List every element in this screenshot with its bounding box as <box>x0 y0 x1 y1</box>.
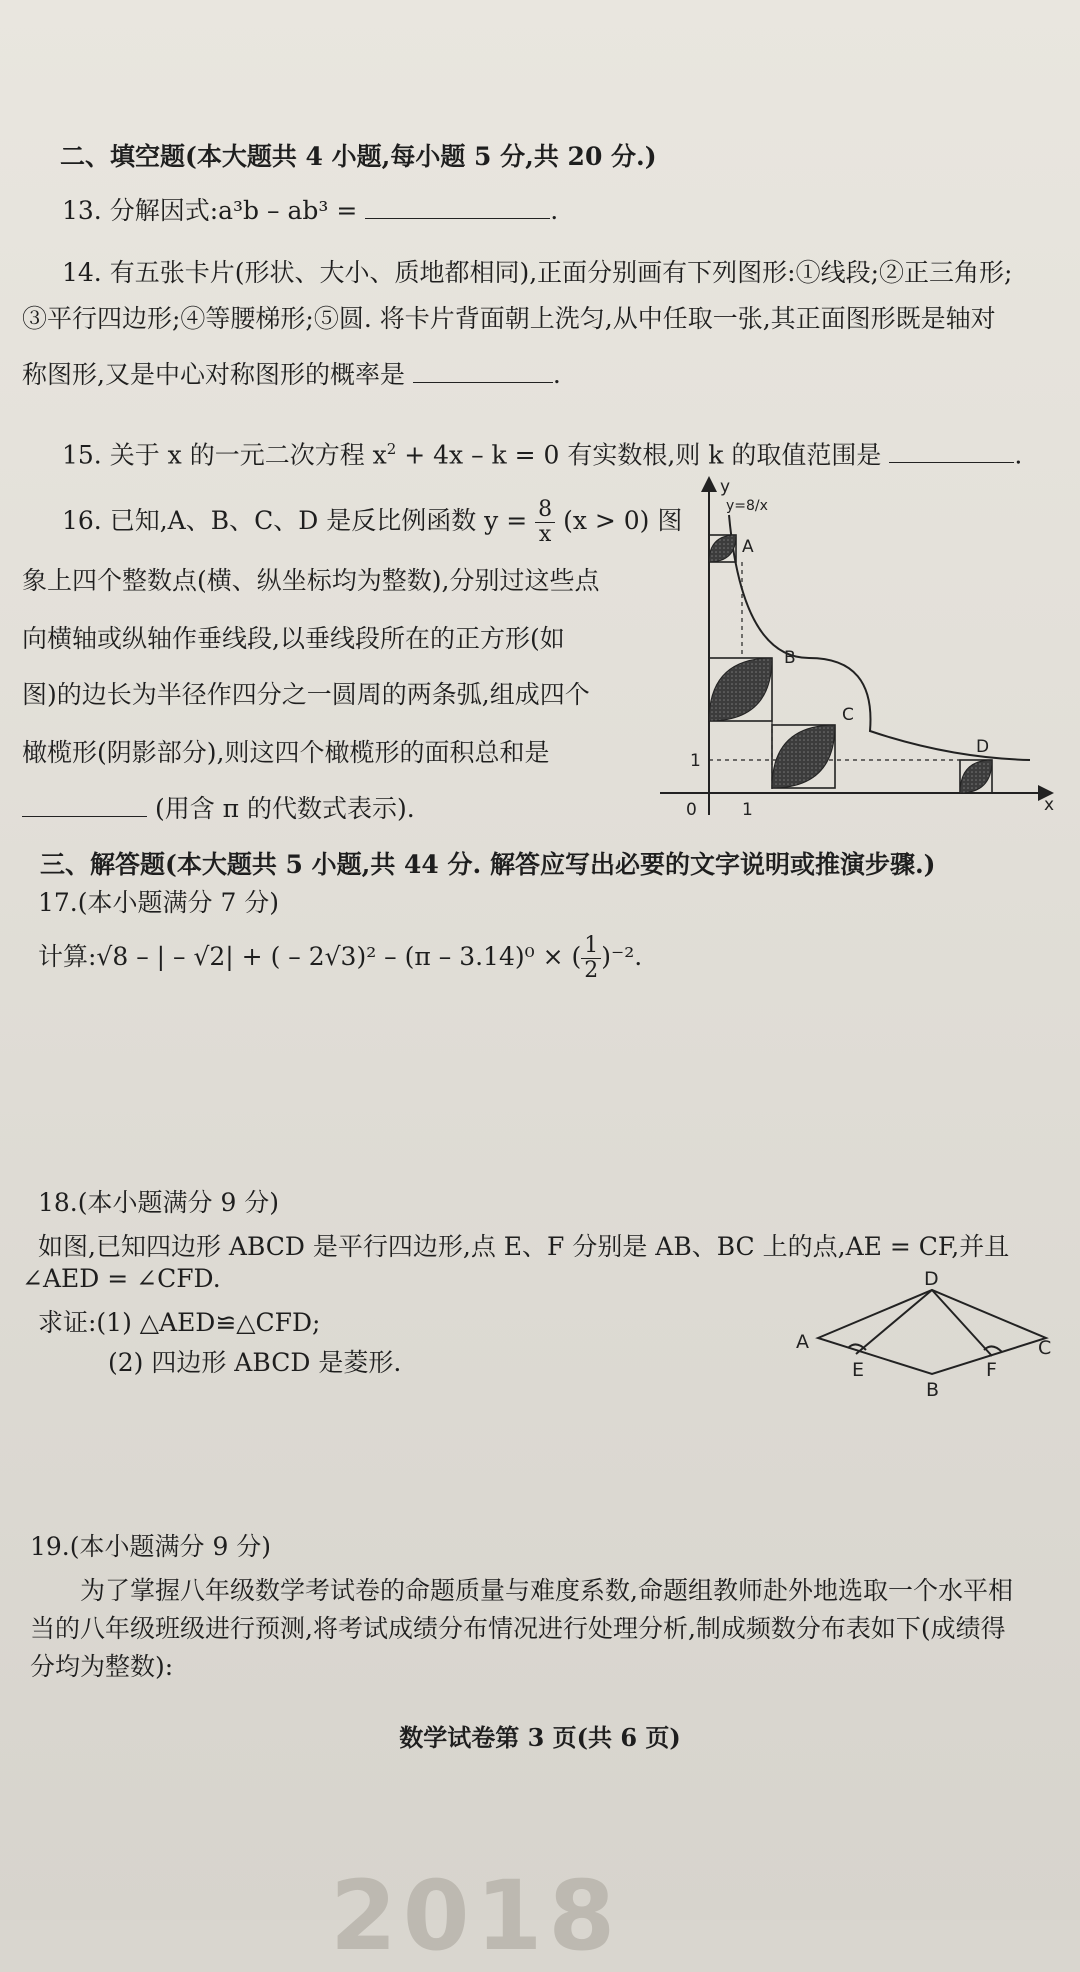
point-a: A <box>796 1331 809 1353</box>
q14-line2: ③平行四边形;④等腰梯形;⑤圆. 将卡片背面朝上洗匀,从中任取一张,其正面图形既是轴对 <box>22 304 996 333</box>
y-tick-label: 1 <box>690 751 701 771</box>
q13-answer-blank <box>365 194 550 219</box>
q15-answer-blank <box>889 438 1014 463</box>
q18-title: 18.(本小题满分 9 分) <box>38 1188 280 1217</box>
q17-fraction: $\frac{1}{2}$ <box>581 934 601 983</box>
q16-answer-blank <box>22 792 147 817</box>
q18-line1: 如图,已知四边形 ABCD 是平行四边形,点 E、F 分别是 AB、BC 上的点,AE = CF,并且 <box>38 1232 1010 1261</box>
x-axis-label: x <box>1044 795 1055 815</box>
q18-line2: ∠AED = ∠CFD. <box>22 1264 221 1293</box>
q17-calc-b: )⁻². <box>601 942 643 971</box>
q14-line1: 14. 有五张卡片(形状、大小、质地都相同),正面分别画有下列图形:①线段;②正三角形; <box>62 258 1013 287</box>
olive-b <box>709 658 772 721</box>
point-e: E <box>852 1359 865 1381</box>
q17-calc-a: 计算:√8 – | – √2| + ( – 2√3)² – (π – 3.14)⁰ × ( <box>38 942 582 971</box>
point-label-c: C <box>842 705 854 725</box>
point-label-d: D <box>976 737 990 757</box>
q19-line3: 分均为整数): <box>30 1652 174 1681</box>
point-label-b: B <box>784 648 796 668</box>
q17-calc <box>38 934 1058 983</box>
q14-line3-row: 称图形,又是中心对称图形的概率是 . <box>22 360 561 389</box>
q16-line4: 图)的边长为半径作四分之一圆周的两条弧,组成四个 <box>22 680 590 709</box>
q13-text: 13. 分解因式:a³b – ab³ = <box>62 196 358 225</box>
q16-fraction: $\frac{8}{x}$ <box>535 498 555 547</box>
point-d: D <box>924 1268 939 1290</box>
q16-figure <box>650 470 1060 830</box>
q19-line1: 为了掌握八年级数学考试卷的命题质量与难度系数,命题组教师赴外地选取一个水平相 <box>80 1576 1013 1605</box>
watermark: 2018 <box>330 1860 622 1972</box>
q19-line2: 当的八年级班级进行预测,将考试成绩分布情况进行处理分析,制成频数分布表如下(成绩得 <box>30 1614 1006 1643</box>
origin-label: 0 <box>686 800 697 820</box>
point-b: B <box>926 1379 940 1398</box>
q15-text-b: + 4x – k = 0 有实数根,则 k 的取值范围是 <box>396 440 882 470</box>
q18-line4: (2) 四边形 ABCD 是菱形. <box>108 1348 402 1377</box>
q17-title: 17.(本小题满分 7 分) <box>38 888 280 917</box>
q15-text-a: 15. 关于 x 的一元二次方程 x <box>62 440 387 470</box>
hyperbola-curve <box>729 515 1030 760</box>
q16-text-a: 16. 已知,A、B、C、D 是反比例函数 y = <box>62 506 528 535</box>
section2-heading: 二、填空题(本大题共 4 小题,每小题 5 分,共 20 分.) <box>60 142 657 171</box>
y-axis-label: y <box>720 477 731 497</box>
q19-title: 19.(本小题满分 9 分) <box>30 1532 272 1561</box>
point-f: F <box>986 1359 997 1381</box>
q15-line: 15. 关于 x 的一元二次方程 $x^2 + 4x - k = 0$ 有实数根,则 k 的取值范围是 . <box>62 440 1023 470</box>
q16-line2: 象上四个整数点(横、纵坐标均为整数),分别过这些点 <box>22 566 600 595</box>
q14-answer-blank <box>413 358 553 383</box>
q16-text-b: (x > 0) 图 <box>563 506 683 535</box>
page-footer: 数学试卷第 3 页(共 6 页) <box>399 1723 681 1752</box>
q13-line: 13. 分解因式:a³b – ab³ = . <box>62 196 559 225</box>
q16-line5: 橄榄形(阴影部分),则这四个橄榄形的面积总和是 <box>22 738 550 767</box>
point-label-a: A <box>742 537 754 557</box>
q14-line3: 称图形,又是中心对称图形的概率是 <box>22 360 405 389</box>
point-c: C <box>1038 1337 1052 1359</box>
curve-label: y=8/x <box>726 498 768 514</box>
olive-c <box>772 725 835 788</box>
q18-figure <box>790 1268 1060 1398</box>
olive-d <box>960 760 992 793</box>
segment-df <box>932 1290 992 1356</box>
q18-line3: 求证:(1) △AED≌△CFD; <box>38 1308 321 1337</box>
olive-a <box>709 535 736 562</box>
section3-heading: 三、解答题(本大题共 5 小题,共 44 分. 解答应写出必要的文字说明或推演步骤.) <box>40 850 936 879</box>
q16-line3: 向横轴或纵轴作垂线段,以垂线段所在的正方形(如 <box>22 624 565 653</box>
segment-de <box>856 1290 932 1354</box>
x-tick-label: 1 <box>742 800 753 820</box>
q16-line6: (用含 π 的代数式表示). <box>154 794 415 823</box>
